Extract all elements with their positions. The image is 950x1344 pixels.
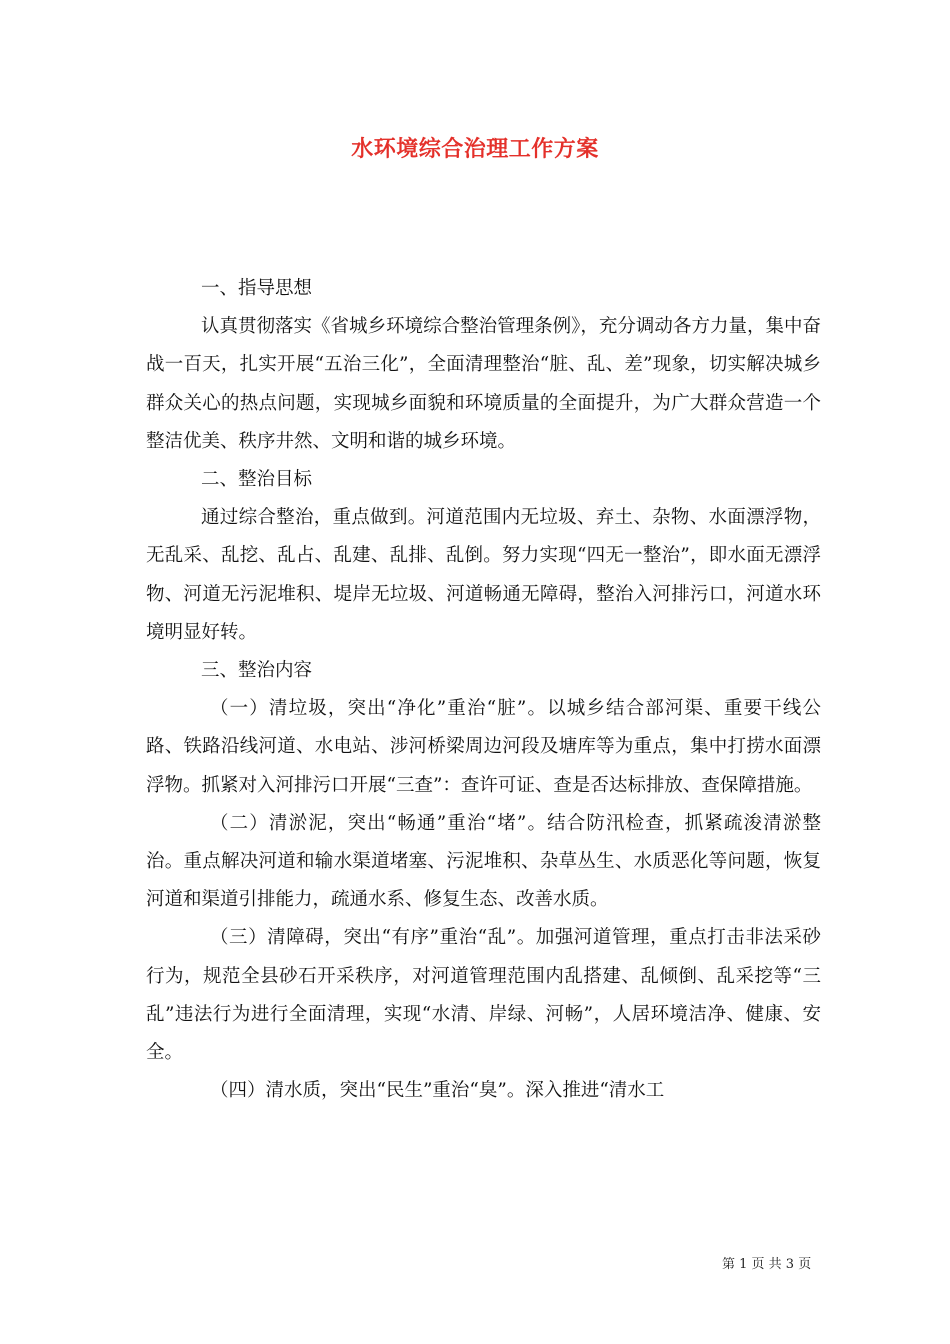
section-heading-contents: 三、整治内容 [201, 660, 313, 682]
paragraph-goals: 通过综合整治，重点做到。河道范围内无垃圾、弃土、杂物、水面漂浮物，无乱采、乱挖、乱占、乱建、乱排、乱倒。努力实现“四无一整治”，即水面无漂浮物、河道无污泥堆积、堤岸无垃圾、河道畅通无障碍，整治入河排污口，河道水环境明显好转。 [146, 507, 821, 643]
paragraph-item-4-water-quality: （四）清水质，突出“民生”重治“臭”。深入推进“清水工 [210, 1080, 665, 1102]
page-number-footer: 第 1 页 共 3 页 [722, 1257, 812, 1272]
paragraph-item-3-obstacles: （三）清障碍，突出“有序”重治“乱”。加强河道管理，重点打击非法采砂行为，规范全县砂石开采秩序，对河道管理范围内乱搭建、乱倾倒、乱采挖等“三乱”违法行为进行全面清理，实现“水清、岸绿、河畅”，人居环境洁净、健康、安全。 [146, 927, 821, 1064]
paragraph-item-1-garbage: （一）清垃圾，突出“净化”重治“脏”。以城乡结合部河渠、重要干线公路、铁路沿线河道、水电站、涉河桥梁周边河段及塘库等为重点，集中打捞水面漂浮物。抓紧对入河排污口开展“三查”：查许可证、查是否达标排放、查保障措施。 [146, 698, 821, 796]
section-heading-goals: 二、整治目标 [201, 469, 313, 491]
section-heading-guiding-ideology: 一、指导思想 [201, 278, 313, 299]
paragraph-guiding-ideology: 认真贯彻落实《省城乡环境综合整治管理条例》，充分调动各方力量，集中奋战一百天，扎实开展“五治三化”，全面清理整治“脏、乱、差”现象，切实解决城乡群众关心的热点问题，实现城乡面貌和环境质量的全面提升，为广大群众营造一个整洁优美、秩序井然、文明和谐的城乡环境。 [146, 316, 821, 452]
document-title: 水环境综合治理工作方案 [351, 136, 599, 162]
paragraph-item-2-silt: （二）清淤泥，突出“畅通”重治“堵”。结合防汛检查，抓紧疏浚清淤整治。重点解决河道和输水渠道堵塞、污泥堆积、杂草丛生、水质恶化等问题，恢复河道和渠道引排能力，疏通水系、修复生态、改善水质。 [146, 812, 821, 911]
document-body [146, 270, 821, 1110]
